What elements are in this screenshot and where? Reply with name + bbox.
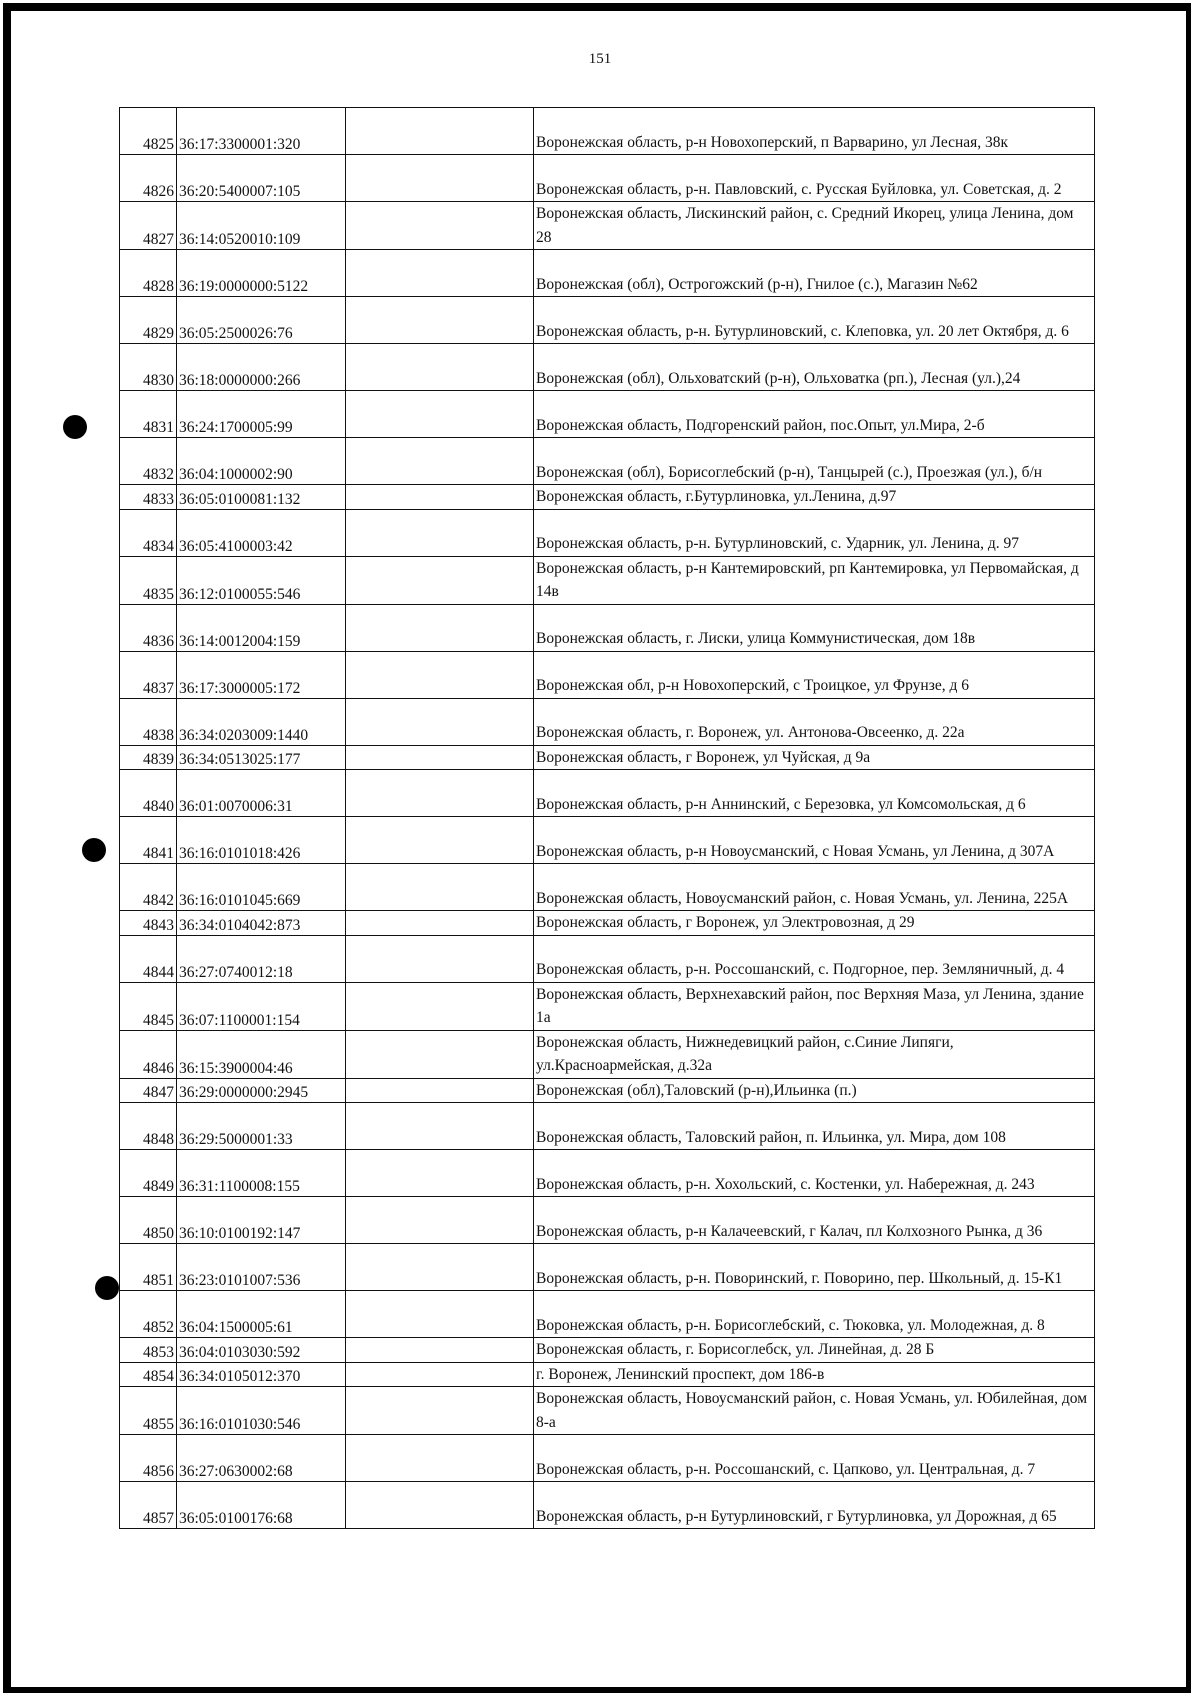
empty-cell bbox=[346, 108, 534, 155]
address-cell: Воронежская (обл),Таловский (р-н),Ильинка (п.) bbox=[534, 1078, 1095, 1103]
address-cell: Воронежская область, р-н Новохоперский, п Варварино, ул Лесная, 38к bbox=[534, 108, 1095, 155]
address-cell: Воронежская область, р-н. Россошанский, с. Подгорное, пер. Земляничный, д. 4 bbox=[534, 935, 1095, 982]
table-row bbox=[120, 556, 1095, 604]
row-number-cell: 4841 bbox=[120, 817, 177, 864]
row-number-cell: 4835 bbox=[120, 556, 177, 604]
address-cell: Воронежская область, р-н. Борисоглебский, с. Тюковка, ул. Молодежная, д. 8 bbox=[534, 1291, 1095, 1338]
table-row bbox=[120, 1482, 1095, 1529]
empty-cell bbox=[346, 651, 534, 698]
cadastral-number-cell: 36:15:3900004:46 bbox=[177, 1030, 346, 1078]
row-number-cell: 4847 bbox=[120, 1078, 177, 1103]
empty-cell bbox=[346, 1435, 534, 1482]
table-row bbox=[120, 202, 1095, 250]
cadastral-number-cell: 36:05:0100081:132 bbox=[177, 485, 346, 510]
empty-cell bbox=[346, 155, 534, 202]
address-cell: Воронежская (обл), Острогожский (р-н), Гнилое (с.), Магазин №62 bbox=[534, 250, 1095, 297]
empty-cell bbox=[346, 297, 534, 344]
table-row bbox=[120, 604, 1095, 651]
address-cell: Воронежская область, Лискинский район, с. Средний Икорец, улица Ленина, дом 28 bbox=[534, 202, 1095, 250]
address-cell: Воронежская область, р-н. Бутурлиновский, с. Ударник, ул. Ленина, д. 97 bbox=[534, 509, 1095, 556]
empty-cell bbox=[346, 1197, 534, 1244]
table-row bbox=[120, 935, 1095, 982]
row-number-cell: 4842 bbox=[120, 864, 177, 911]
table-row bbox=[120, 745, 1095, 770]
address-cell: Воронежская область, Верхнехавский район, пос Верхняя Маза, ул Ленина, здание 1а bbox=[534, 982, 1095, 1030]
table-row bbox=[120, 1291, 1095, 1338]
address-cell: Воронежская область, г Воронеж, ул Электровозная, д 29 bbox=[534, 911, 1095, 936]
table-row bbox=[120, 344, 1095, 391]
empty-cell bbox=[346, 391, 534, 438]
address-cell: Воронежская (обл), Борисоглебский (р-н), Танцырей (с.), Проезжая (ул.), б/н bbox=[534, 438, 1095, 485]
cadastral-number-cell: 36:14:0520010:109 bbox=[177, 202, 346, 250]
row-number-cell: 4827 bbox=[120, 202, 177, 250]
table-row bbox=[120, 1387, 1095, 1435]
cadastral-number-cell: 36:27:0740012:18 bbox=[177, 935, 346, 982]
cadastral-number-cell: 36:24:1700005:99 bbox=[177, 391, 346, 438]
table-row bbox=[120, 1362, 1095, 1387]
table-row bbox=[120, 485, 1095, 510]
empty-cell bbox=[346, 864, 534, 911]
address-cell: Воронежская область, г. Воронеж, ул. Антонова-Овсеенко, д. 22а bbox=[534, 698, 1095, 745]
row-number-cell: 4833 bbox=[120, 485, 177, 510]
cadastral-number-cell: 36:07:1100001:154 bbox=[177, 982, 346, 1030]
empty-cell bbox=[346, 1387, 534, 1435]
cadastral-number-cell: 36:18:0000000:266 bbox=[177, 344, 346, 391]
empty-cell bbox=[346, 770, 534, 817]
address-cell: Воронежская область, р-н. Хохольский, с. Костенки, ул. Набережная, д. 243 bbox=[534, 1150, 1095, 1197]
address-cell: Воронежская область, р-н. Поворинский, г. Поворино, пер. Школьный, д. 15-К1 bbox=[534, 1244, 1095, 1291]
address-cell: Воронежская область, р-н. Бутурлиновский, с. Клеповка, ул. 20 лет Октября, д. 6 bbox=[534, 297, 1095, 344]
table-row bbox=[120, 698, 1095, 745]
cadastral-number-cell: 36:27:0630002:68 bbox=[177, 1435, 346, 1482]
row-number-cell: 4832 bbox=[120, 438, 177, 485]
table-row bbox=[120, 1150, 1095, 1197]
table-row bbox=[120, 1103, 1095, 1150]
punch-hole bbox=[63, 415, 87, 439]
table-row bbox=[120, 438, 1095, 485]
table-row bbox=[120, 1338, 1095, 1363]
empty-cell bbox=[346, 1030, 534, 1078]
row-number-cell: 4837 bbox=[120, 651, 177, 698]
table-row bbox=[120, 1078, 1095, 1103]
address-cell: Воронежская область, р-н Новоусманский, с Новая Усмань, ул Ленина, д 307А bbox=[534, 817, 1095, 864]
row-number-cell: 4839 bbox=[120, 745, 177, 770]
address-cell: Воронежская (обл), Ольховатский (р-н), Ольховатка (рп.), Лесная (ул.),24 bbox=[534, 344, 1095, 391]
cadastral-number-cell: 36:19:0000000:5122 bbox=[177, 250, 346, 297]
table-row bbox=[120, 1435, 1095, 1482]
cadastral-number-cell: 36:17:3000005:172 bbox=[177, 651, 346, 698]
cadastral-number-cell: 36:34:0105012:370 bbox=[177, 1362, 346, 1387]
cadastral-number-cell: 36:05:4100003:42 bbox=[177, 509, 346, 556]
empty-cell bbox=[346, 202, 534, 250]
table-row bbox=[120, 108, 1095, 155]
cadastral-number-cell: 36:04:0103030:592 bbox=[177, 1338, 346, 1363]
row-number-cell: 4830 bbox=[120, 344, 177, 391]
cadastral-number-cell: 36:16:0101030:546 bbox=[177, 1387, 346, 1435]
cadastral-number-cell: 36:29:5000001:33 bbox=[177, 1103, 346, 1150]
row-number-cell: 4828 bbox=[120, 250, 177, 297]
cadastral-number-cell: 36:17:3300001:320 bbox=[177, 108, 346, 155]
empty-cell bbox=[346, 1362, 534, 1387]
row-number-cell: 4836 bbox=[120, 604, 177, 651]
empty-cell bbox=[346, 1291, 534, 1338]
cadastral-number-cell: 36:04:1000002:90 bbox=[177, 438, 346, 485]
cadastral-number-cell: 36:14:0012004:159 bbox=[177, 604, 346, 651]
cadastral-number-cell: 36:16:0101018:426 bbox=[177, 817, 346, 864]
row-number-cell: 4845 bbox=[120, 982, 177, 1030]
address-cell: Воронежская область, Таловский район, п. Ильинка, ул. Мира, дом 108 bbox=[534, 1103, 1095, 1150]
empty-cell bbox=[346, 745, 534, 770]
row-number-cell: 4834 bbox=[120, 509, 177, 556]
address-cell: Воронежская область, Новоусманский район, с. Новая Усмань, ул. Ленина, 225А bbox=[534, 864, 1095, 911]
address-cell: Воронежская область, р-н Кантемировский, рп Кантемировка, ул Первомайская, д 14в bbox=[534, 556, 1095, 604]
row-number-cell: 4852 bbox=[120, 1291, 177, 1338]
cadastral-number-cell: 36:31:1100008:155 bbox=[177, 1150, 346, 1197]
row-number-cell: 4854 bbox=[120, 1362, 177, 1387]
address-cell: Воронежская область, г Воронеж, ул Чуйская, д 9а bbox=[534, 745, 1095, 770]
address-cell: Воронежская область, Подгоренский район, пос.Опыт, ул.Мира, 2-б bbox=[534, 391, 1095, 438]
address-cell: Воронежская обл, р-н Новохоперский, с Троицкое, ул Фрунзе, д 6 bbox=[534, 651, 1095, 698]
address-cell: Воронежская область, р-н. Павловский, с. Русская Буйловка, ул. Советская, д. 2 bbox=[534, 155, 1095, 202]
registry-table bbox=[119, 107, 1095, 1529]
cadastral-number-cell: 36:34:0203009:1440 bbox=[177, 698, 346, 745]
empty-cell bbox=[346, 1078, 534, 1103]
row-number-cell: 4855 bbox=[120, 1387, 177, 1435]
row-number-cell: 4844 bbox=[120, 935, 177, 982]
table-row bbox=[120, 155, 1095, 202]
table-row bbox=[120, 1197, 1095, 1244]
address-cell: Воронежская область, р-н Бутурлиновский, г Бутурлиновка, ул Дорожная, д 65 bbox=[534, 1482, 1095, 1529]
address-cell: Воронежская область, р-н. Россошанский, с. Цапково, ул. Центральная, д. 7 bbox=[534, 1435, 1095, 1482]
table-row bbox=[120, 864, 1095, 911]
row-number-cell: 4838 bbox=[120, 698, 177, 745]
empty-cell bbox=[346, 1150, 534, 1197]
table-row bbox=[120, 250, 1095, 297]
table-row bbox=[120, 1030, 1095, 1078]
row-number-cell: 4846 bbox=[120, 1030, 177, 1078]
cadastral-number-cell: 36:16:0101045:669 bbox=[177, 864, 346, 911]
address-cell: Воронежская область, г. Лиски, улица Коммунистическая, дом 18в bbox=[534, 604, 1095, 651]
row-number-cell: 4850 bbox=[120, 1197, 177, 1244]
table-row bbox=[120, 297, 1095, 344]
address-cell: Воронежская область, Новоусманский район, с. Новая Усмань, ул. Юбилейная, дом 8-а bbox=[534, 1387, 1095, 1435]
row-number-cell: 4856 bbox=[120, 1435, 177, 1482]
cadastral-number-cell: 36:04:1500005:61 bbox=[177, 1291, 346, 1338]
table-row bbox=[120, 1244, 1095, 1291]
empty-cell bbox=[346, 344, 534, 391]
cadastral-number-cell: 36:12:0100055:546 bbox=[177, 556, 346, 604]
empty-cell bbox=[346, 982, 534, 1030]
table-row bbox=[120, 911, 1095, 936]
empty-cell bbox=[346, 509, 534, 556]
cadastral-number-cell: 36:20:5400007:105 bbox=[177, 155, 346, 202]
page-number: 151 bbox=[588, 51, 612, 67]
row-number-cell: 4843 bbox=[120, 911, 177, 936]
row-number-cell: 4848 bbox=[120, 1103, 177, 1150]
empty-cell bbox=[346, 250, 534, 297]
table-row bbox=[120, 770, 1095, 817]
cadastral-number-cell: 36:01:0070006:31 bbox=[177, 770, 346, 817]
row-number-cell: 4826 bbox=[120, 155, 177, 202]
row-number-cell: 4853 bbox=[120, 1338, 177, 1363]
row-number-cell: 4857 bbox=[120, 1482, 177, 1529]
table-row bbox=[120, 817, 1095, 864]
row-number-cell: 4825 bbox=[120, 108, 177, 155]
table-row bbox=[120, 651, 1095, 698]
empty-cell bbox=[346, 1482, 534, 1529]
cadastral-number-cell: 36:23:0101007:536 bbox=[177, 1244, 346, 1291]
empty-cell bbox=[346, 911, 534, 936]
empty-cell bbox=[346, 604, 534, 651]
row-number-cell: 4849 bbox=[120, 1150, 177, 1197]
empty-cell bbox=[346, 556, 534, 604]
row-number-cell: 4831 bbox=[120, 391, 177, 438]
cadastral-number-cell: 36:05:2500026:76 bbox=[177, 297, 346, 344]
address-cell: Воронежская область, р-н Калачеевский, г Калач, пл Колхозного Рынка, д 36 bbox=[534, 1197, 1095, 1244]
table-row bbox=[120, 391, 1095, 438]
row-number-cell: 4829 bbox=[120, 297, 177, 344]
registry-rows bbox=[120, 108, 1095, 1529]
empty-cell bbox=[346, 817, 534, 864]
address-cell: Воронежская область, р-н Аннинский, с Березовка, ул Комсомольская, д 6 bbox=[534, 770, 1095, 817]
empty-cell bbox=[346, 698, 534, 745]
empty-cell bbox=[346, 438, 534, 485]
cadastral-number-cell: 36:29:0000000:2945 bbox=[177, 1078, 346, 1103]
row-number-cell: 4840 bbox=[120, 770, 177, 817]
punch-hole bbox=[82, 838, 106, 862]
cadastral-number-cell: 36:34:0513025:177 bbox=[177, 745, 346, 770]
empty-cell bbox=[346, 1103, 534, 1150]
cadastral-number-cell: 36:10:0100192:147 bbox=[177, 1197, 346, 1244]
address-cell: Воронежская область, г.Бутурлиновка, ул.Ленина, д.97 bbox=[534, 485, 1095, 510]
empty-cell bbox=[346, 1244, 534, 1291]
punch-hole bbox=[95, 1276, 119, 1300]
empty-cell bbox=[346, 485, 534, 510]
cadastral-number-cell: 36:34:0104042:873 bbox=[177, 911, 346, 936]
address-cell: г. Воронеж, Ленинский проспект, дом 186-в bbox=[534, 1362, 1095, 1387]
table-row bbox=[120, 509, 1095, 556]
address-cell: Воронежская область, Нижнедевицкий район, с.Синие Липяги, ул.Красноармейская, д.32а bbox=[534, 1030, 1095, 1078]
empty-cell bbox=[346, 1338, 534, 1363]
address-cell: Воронежская область, г. Борисоглебск, ул. Линейная, д. 28 Б bbox=[534, 1338, 1095, 1363]
table-row bbox=[120, 982, 1095, 1030]
cadastral-number-cell: 36:05:0100176:68 bbox=[177, 1482, 346, 1529]
row-number-cell: 4851 bbox=[120, 1244, 177, 1291]
empty-cell bbox=[346, 935, 534, 982]
